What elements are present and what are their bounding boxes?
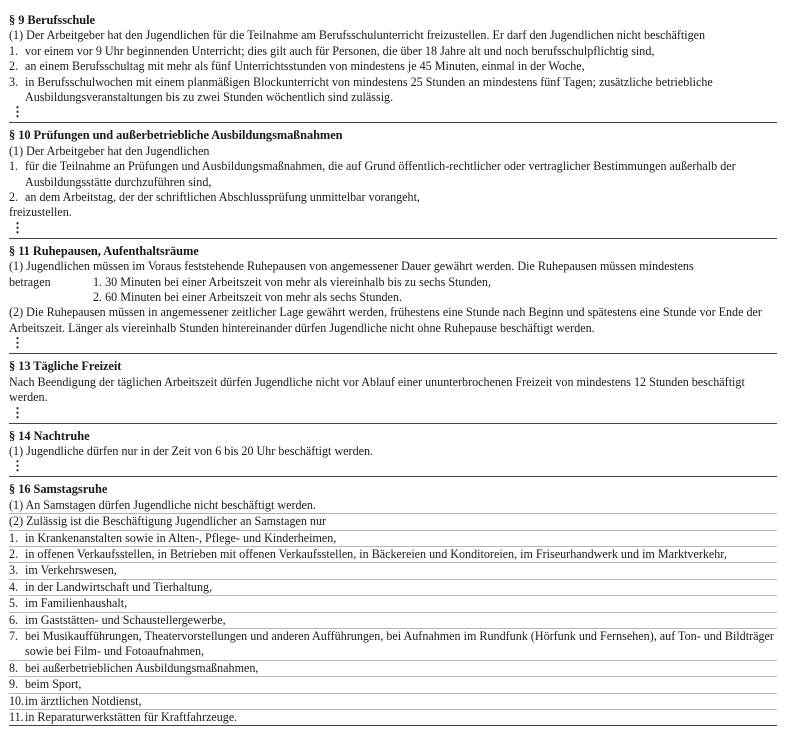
list-item <box>9 661 777 677</box>
item-text: im ärztlichen Notdienst, <box>25 693 142 708</box>
section-paragraph: (1) An Samstagen dürfen Jugendliche nicht beschäftigt werden. <box>9 498 777 514</box>
item-text: in Reparaturwerkstätten für Kraftfahrzeuge. <box>25 710 238 724</box>
item-text: vor einem vor 9 Uhr beginnenden Unterricht; dies gilt auch für Personen, die über 18 Jahre alt und noch berufsschulpflichtig sind, <box>25 43 655 58</box>
item-text: im Familienhaushalt, <box>25 596 128 611</box>
item-number: 9. <box>9 677 19 692</box>
section-intro: (1) Der Arbeitgeber hat den Jugendlichen für die Teilnahme am Berufsschulunterricht freizustellen. Er darf den Jugendlichen nicht beschäftigen <box>9 28 706 43</box>
omission-marker: ⋮ <box>11 335 24 351</box>
item-number: 11. <box>9 710 24 724</box>
omission-marker: ⋮ <box>11 219 24 235</box>
item-number: 5. <box>9 596 19 611</box>
list-item <box>9 677 777 693</box>
section-intro: (1) Jugendlichen müssen im Voraus feststehende Ruhepausen von angemessener Dauer gewährt werden. Die Ruhepausen müssen mindestens <box>9 259 694 274</box>
item-number: 8. <box>9 660 19 675</box>
section-intro: (1) Der Arbeitgeber hat den Jugendlichen <box>9 143 210 158</box>
section-11 <box>9 239 777 354</box>
list-item <box>9 613 777 629</box>
item-text: in Berufsschulwochen mit einem planmäßigen Blockunterricht von mindestens 25 Stunden an mindestens fünf Tagen; zusätzliche betriebliche Ausbildungsveranstaltungen bis zu zwei Stunden wöchentlich sind zulässig. <box>25 74 713 105</box>
list-item <box>9 75 777 106</box>
omission-marker: ⋮ <box>11 404 24 420</box>
section-heading: § 10 Prüfungen und außerbetriebliche Ausbildungsmaßnahmen <box>9 128 343 143</box>
list-item <box>9 44 777 59</box>
item-number: 3. <box>9 74 19 89</box>
section-10 <box>9 123 777 238</box>
item-text: an einem Berufsschultag mit mehr als fünf Unterrichtsstunden von mindestens je 45 Minuten, einmal in der Woche, <box>25 59 585 74</box>
list-item <box>9 547 777 563</box>
item-text: bei Musikaufführungen, Theatervorstellungen und anderen Aufführungen, bei Aufnahmen im Rundfunk (Hörfunk und Fernsehen), auf Ton- und Bildträger sowie bei Film- und Fotoaufnahmen, <box>25 628 774 659</box>
item-number: 1. <box>9 43 19 58</box>
item-text: bei außerbetrieblichen Ausbildungsmaßnahmen, <box>25 660 259 675</box>
betragen-label: betragen <box>9 274 51 289</box>
item-number: 6. <box>9 612 19 627</box>
item-text: für die Teilnahme an Prüfungen und Ausbildungsmaßnahmen, die auf Grund öffentlich-rechtlicher oder vertraglicher Bestimmungen außerhalb der Ausbildungsstätte durchzuführen sind, <box>25 159 736 189</box>
list-item <box>9 710 777 726</box>
list-item <box>9 580 777 596</box>
list-item <box>9 190 777 205</box>
section-paragraph: Nach Beendigung der täglichen Arbeitszeit dürfen Jugendliche nicht vor Ablauf einer ununterbrochenen Freizeit von mindestens 12 Stunden beschäftigt werden. <box>9 374 745 405</box>
section-13 <box>9 354 777 423</box>
list-item <box>9 159 777 190</box>
item-number: 1. <box>9 159 19 174</box>
section-paragraph: (1) Jugendliche dürfen nur in der Zeit von 6 bis 20 Uhr beschäftigt werden. <box>9 443 374 458</box>
item-number: 10. <box>9 693 25 708</box>
item-number: 2. <box>9 59 19 74</box>
section-heading: § 11 Ruhepausen, Aufenthaltsräume <box>9 243 199 258</box>
pause-option-row <box>9 290 777 305</box>
pause-option-row <box>9 275 777 290</box>
section-tail: freizustellen. <box>9 205 72 220</box>
section-14 <box>9 424 777 478</box>
item-text: in offenen Verkaufsstellen, in Betrieben mit offenen Verkaufsstellen, in Bäckereien und Konditoreien, im Friseurhandwerk und im Marktverkehr, <box>25 546 727 561</box>
list-item <box>9 59 777 74</box>
section-paragraph: (2) Zulässig ist die Beschäftigung Jugendlicher an Samstagen nur <box>9 514 777 530</box>
list-item <box>9 694 777 710</box>
list-item <box>9 629 777 661</box>
section-heading: § 13 Tägliche Freizeit <box>9 359 122 374</box>
item-number: 3. <box>9 563 19 578</box>
item-text: an dem Arbeitstag, der der schriftlichen Abschlussprüfung unmittelbar vorangeht, <box>25 190 420 205</box>
item-text: in Krankenanstalten sowie in Alten-, Pflege- und Kinderheimen, <box>25 530 337 545</box>
item-text: beim Sport, <box>25 677 82 692</box>
item-number: 2. <box>9 190 19 205</box>
section-heading: § 9 Berufsschule <box>9 13 95 27</box>
section-paragraph: (2) Die Ruhepausen müssen in angemessener zeitlicher Lage gewährt werden, frühestens eine Stunde nach Beginn und spätestens eine Stunde vor Ende der Arbeitszeit. Länger als viereinhalb Stunden hintereinander dürfen Jugendliche nicht ohne Ruhepause beschäftigt werden. <box>9 305 762 335</box>
omission-marker: ⋮ <box>11 458 24 474</box>
list-item <box>9 531 777 547</box>
list-item <box>9 596 777 612</box>
item-number: 2. <box>9 546 19 561</box>
item-number: 4. <box>9 579 19 594</box>
section-heading: § 16 Samstagsruhe <box>9 482 108 497</box>
pause-option: 1. 30 Minuten bei einer Arbeitszeit von mehr als viereinhalb bis zu sechs Stunden, <box>93 274 491 289</box>
item-text: im Verkehrswesen, <box>25 563 117 578</box>
item-number: 7. <box>9 628 19 643</box>
section-9 <box>9 8 777 123</box>
item-text: im Gaststätten- und Schaustellergewerbe, <box>25 612 226 627</box>
section-16 <box>9 477 777 729</box>
item-number: 1. <box>9 530 19 545</box>
list-item <box>9 563 777 579</box>
pause-option: 2. 60 Minuten bei einer Arbeitszeit von mehr als sechs Stunden. <box>93 290 402 305</box>
section-heading: § 14 Nachtruhe <box>9 428 90 443</box>
omission-marker: ⋮ <box>11 104 24 120</box>
item-text: in der Landwirtschaft und Tierhaltung, <box>25 579 213 594</box>
